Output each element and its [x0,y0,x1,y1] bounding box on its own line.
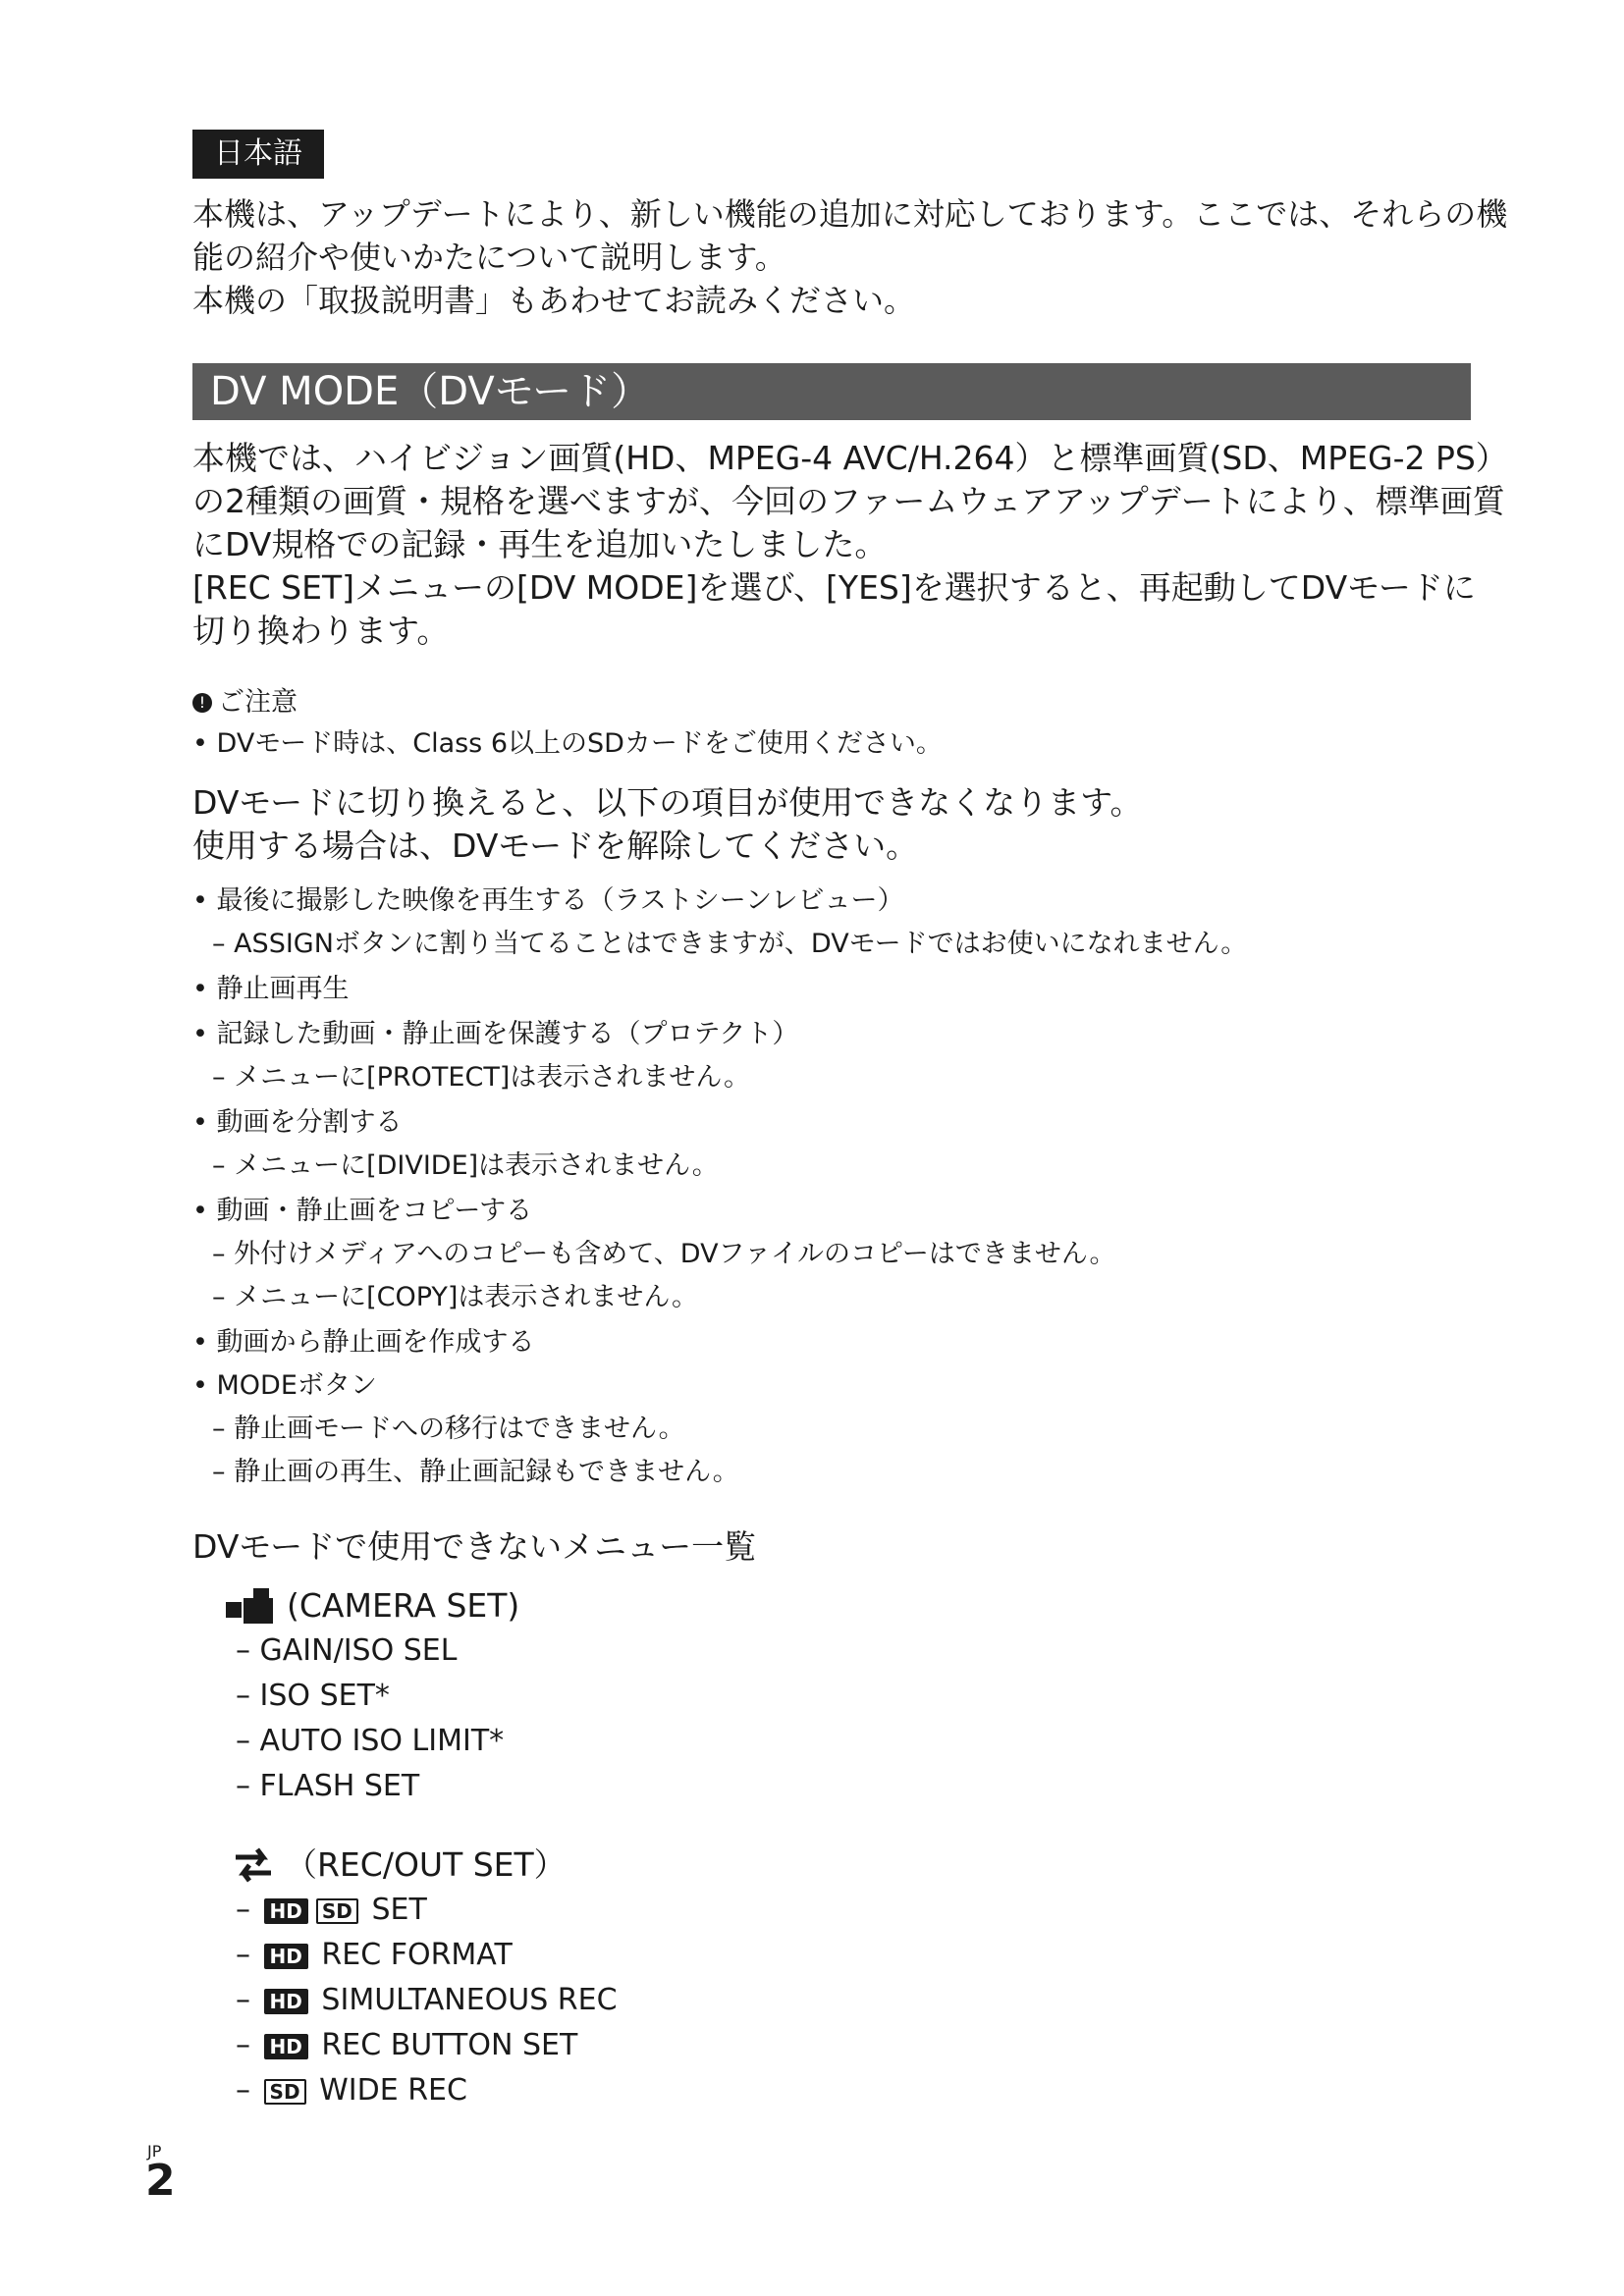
camera-set-item: – ISO SET* [236,1679,390,1713]
restriction-item: • 動画から静止画を作成する [192,1327,535,1358]
restriction-subitem: – メニューに[PROTECT]は表示されません。 [212,1062,750,1093]
camera-set-item: – AUTO ISO LIMIT* [236,1724,505,1758]
intro-line: 本機の「取扱説明書」もあわせてお読みください。 [192,282,916,319]
camera-set-heading [224,1584,519,1628]
item-dash: – [236,1938,260,1972]
restriction-subitem: – メニューに[DIVIDE]は表示されません。 [212,1150,719,1181]
restriction-item: • 最後に撮影した映像を再生する（ラストシーンレビュー） [192,885,904,916]
restriction-subitem: – 外付けメディアへのコピーも含めて、DVファイルのコピーはできません。 [212,1239,1116,1269]
item-label: SIMULTANEOUS REC [311,1983,618,2017]
caution-title: ご注意 [218,687,298,718]
rec-out-set-label: （REC/OUT SET） [285,1845,567,1884]
item-label: SET [361,1893,427,1927]
hd-badge-icon: HD [264,1989,308,2014]
restriction-item: • 動画を分割する [192,1107,403,1138]
caution-heading [192,685,298,721]
restriction-item: • MODEボタン [192,1370,377,1401]
restriction-intro-line: 使用する場合は、DVモードを解除してください。 [192,827,919,865]
restriction-item: • 動画・静止画をコピーする [192,1196,533,1226]
camera-set-item: – GAIN/ISO SEL [236,1633,458,1668]
item-dash: – [236,2028,260,2062]
item-dash: – [236,1983,260,2017]
camera-icon [224,1584,277,1628]
page-language: JP [147,2142,162,2161]
page-number: 2 [145,2156,176,2206]
description-line: にDV規格での記録・再生を追加いたしました。 [192,525,888,563]
item-label: WIDE REC [309,2073,467,2108]
item-label: REC BUTTON SET [311,2028,578,2062]
language-tag: 日本語 [192,130,324,179]
restriction-subitem: – ASSIGNボタンに割り当てることはできますが、DVモードではお使いになれません。 [212,929,1248,959]
menu-list-title: DVモードで使用できないメニュー一覧 [192,1527,757,1566]
restriction-subitem: – 静止画モードへの移行はできません。 [212,1414,685,1444]
sd-badge-icon: SD [264,2079,306,2105]
restriction-subitem: – 静止画の再生、静止画記録もできません。 [212,1457,739,1487]
intro-line: 本機は、アップデートにより、新しい機能の追加に対応しております。ここでは、それらの機 [192,195,1508,233]
item-label: REC FORMAT [311,1938,513,1972]
item-dash: – [236,2073,260,2108]
rec-out-set-heading [232,1843,567,1887]
rec-out-set-item [236,1891,427,1930]
description [192,437,1508,653]
restriction-item: • 記録した動画・静止画を保護する（プロテクト） [192,1019,799,1049]
description-line: [REC SET]メニューの[DV MODE]を選び、[YES]を選択すると、再起動してDVモードに [192,568,1476,607]
restriction-intro [192,781,1142,868]
restriction-intro-line: DVモードに切り換えると、以下の項目が使用できなくなります。 [192,783,1143,822]
hd-badge-icon: HD [264,1944,308,1969]
hd-badge-icon: HD [264,1898,308,1924]
sd-badge-icon: SD [316,1898,358,1924]
restriction-subitem: – メニューに[COPY]は表示されません。 [212,1282,699,1312]
rec-out-set-item [236,2026,577,2065]
rec-out-set-item [236,1936,513,1975]
restriction-item: • 静止画再生 [192,974,350,1004]
camera-set-label: (CAMERA SET) [287,1586,520,1625]
camera-set-item: – FLASH SET [236,1769,420,1803]
caution-item: • DVモード時は、Class 6以上のSDカードをご使用ください。 [192,728,943,759]
rec-out-set-item [236,1981,618,2020]
description-line: の2種類の画質・規格を選べますが、今回のファームウェアアップデートにより、標準画質 [192,482,1505,520]
intro-paragraph [192,192,1547,322]
description-line: 切り換わります。 [192,612,450,650]
item-dash: – [236,1893,260,1927]
rec-out-set-item [236,2071,467,2110]
caution-icon: ! [192,693,212,713]
intro-line: 能の紹介や使いかたについて説明します。 [192,239,786,276]
hd-badge-icon: HD [264,2034,308,2059]
description-line: 本機では、ハイビジョン画質(HD、MPEG-4 AVC/H.264）と標準画質(SD、MPEG-2 PS） [192,439,1508,477]
swap-arrows-icon [232,1843,275,1887]
section-title: DV MODE（DVモード） [192,363,1471,420]
